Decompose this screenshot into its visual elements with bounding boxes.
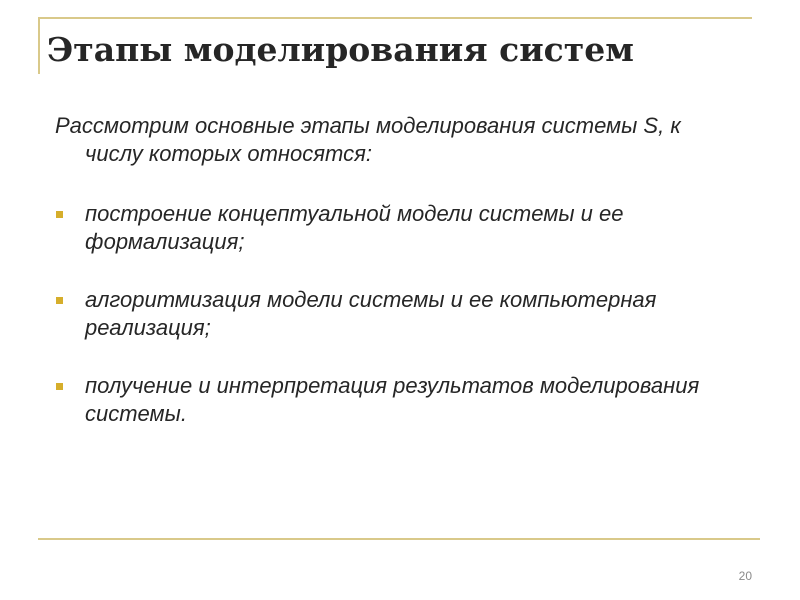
- bullet-item: [55, 286, 735, 342]
- bullet-item: [55, 200, 735, 256]
- square-bullet-icon: [56, 383, 63, 390]
- slide-title: Этапы моделирования систем: [47, 30, 634, 69]
- intro-text: Рассмотрим основные этапы моделирования системы S, к числу которых относятся:: [55, 113, 681, 166]
- bullet-text: получение и интерпретация результатов моделирования системы.: [85, 373, 700, 426]
- slide-body: [55, 112, 735, 428]
- bottom-divider: [38, 538, 760, 540]
- bullet-list: [55, 200, 735, 428]
- page-number: 20: [738, 569, 752, 583]
- top-divider: [38, 17, 752, 19]
- title-left-divider: [38, 17, 40, 74]
- bullet-text: построение концептуальной модели системы и ее формализация;: [85, 201, 624, 254]
- bullet-item: [55, 372, 735, 428]
- square-bullet-icon: [56, 297, 63, 304]
- square-bullet-icon: [56, 211, 63, 218]
- bullet-text: алгоритмизация модели системы и ее компьютерная реализация;: [85, 287, 657, 340]
